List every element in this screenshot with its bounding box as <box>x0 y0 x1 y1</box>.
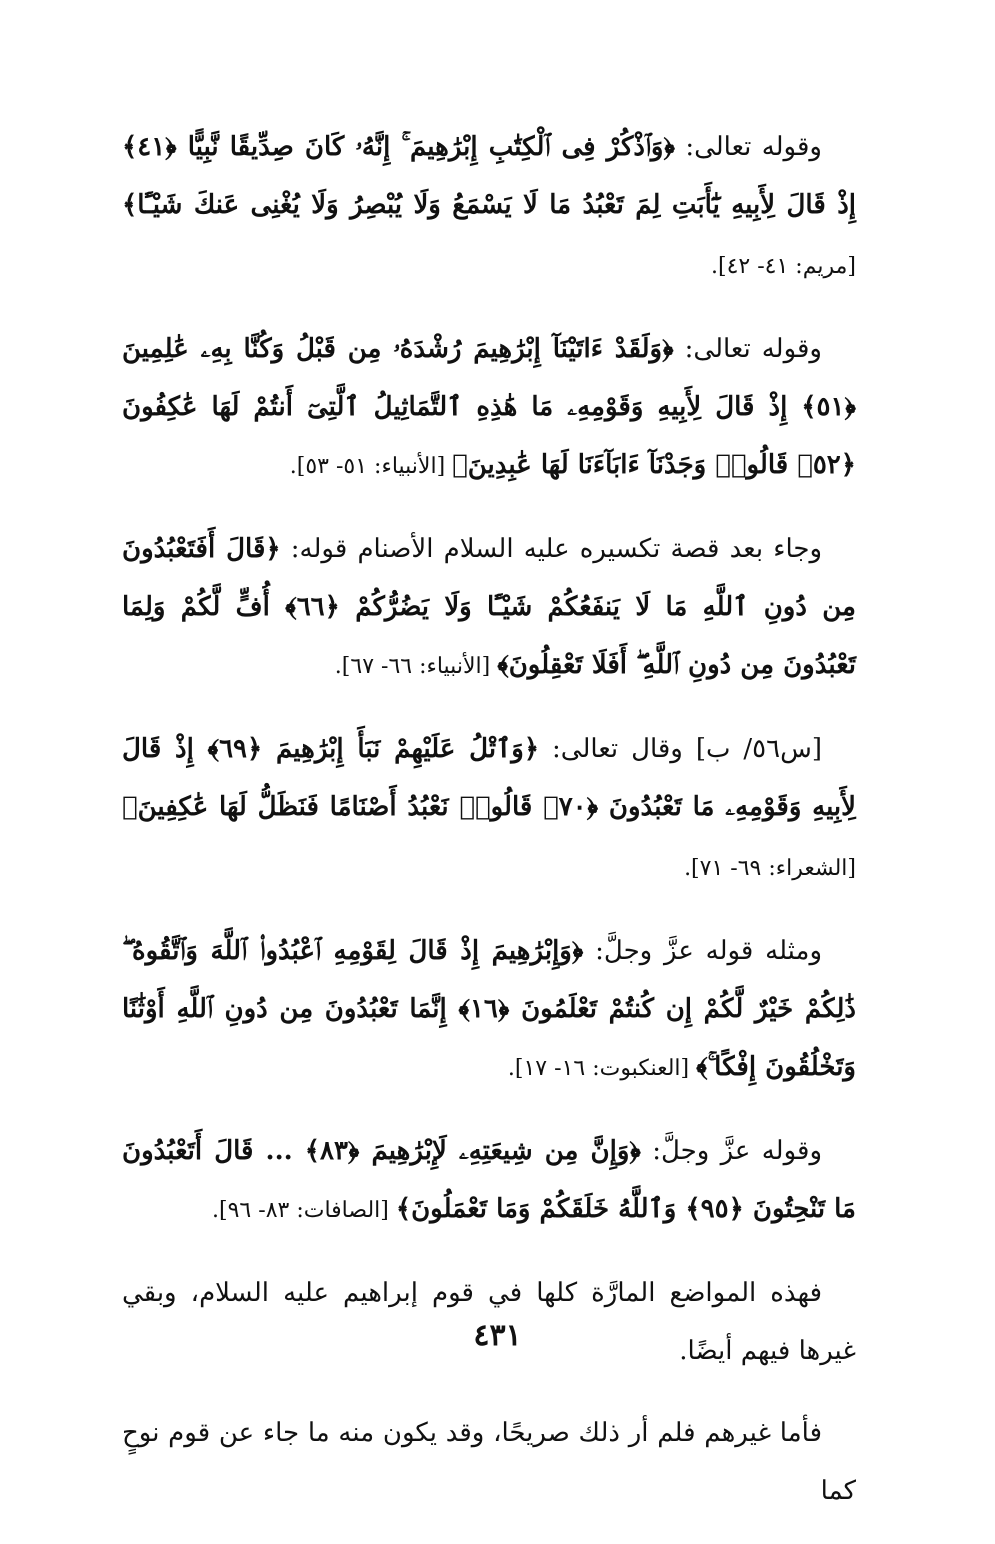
quran-reference: [الأنبياء: ٥١- ٥٣]. <box>289 454 453 479</box>
paragraph-text: فأما غيرهم فلم أر ذلك صريحًا، وقد يكون منه ما جاء عن قوم نوحٍ كما <box>122 1418 856 1506</box>
paragraph-text: فهذه المواضع المارَّة كلها في قوم إبراهيم عليه السلام، وبقي غيرها فيهم أيضًا. <box>122 1278 856 1366</box>
paragraph-8 <box>122 1404 856 1520</box>
page-number: ٤٣١ <box>473 1318 522 1353</box>
quran-reference: [الشعراء: ٦٩- ٧١]. <box>684 856 856 881</box>
paragraph-1 <box>122 118 856 296</box>
paragraph-intro: وجاء بعد قصة تكسيره عليه السلام الأصنام قوله: <box>280 534 823 564</box>
paragraph-intro: وقوله تعالى: <box>675 132 822 162</box>
quran-quote: ﴿وَلَقَدْ ءَاتَيْنَآ إِبْرَٰهِيمَ رُشْدَهُۥ مِن قَبْلُ وَكُنَّا بِهِۦ عَٰلِمِينَ ﴿٥١﴾ إِذْ قَالَ لِأَبِيهِ وَقَوْمِهِۦ مَا هَٰذِهِ ٱلتَّمَاثِيلُ ٱلَّتِىٓ أَنتُمْ لَهَا عَٰكِفُونَ ﴿٥٢﴾ قَالُوا۟ وَجَدْنَآ ءَابَآءَنَا لَهَا عَٰبِدِينَ﴾ <box>122 334 856 480</box>
paragraph-3 <box>122 520 856 696</box>
paragraph-intro: [س٥٦/ ب] وقال تعالى: <box>539 734 822 764</box>
paragraph-2 <box>122 320 856 496</box>
paragraph-5 <box>122 922 856 1098</box>
quran-quote: ﴿وَإِبْرَٰهِيمَ إِذْ قَالَ لِقَوْمِهِ ٱعْبُدُوا۟ ٱللَّهَ وَٱتَّقُوهُ ۖ ذَٰلِكُمْ خَيْرٌ لَّكُمْ إِن كُنتُمْ تَعْلَمُونَ ﴿١٦﴾ إِنَّمَا تَعْبُدُونَ مِن دُونِ ٱللَّهِ أَوْثَٰنًا وَتَخْلُقُونَ إِفْكًا ۚ﴾ <box>122 936 856 1082</box>
quran-reference: [العنكبوت: ١٦- ١٧]. <box>507 1056 697 1081</box>
paragraph-intro: وقوله عزَّ وجلَّ: <box>640 1136 822 1166</box>
quran-reference: [مريم: ٤١- ٤٢]. <box>711 254 856 279</box>
paragraph-intro: وقوله تعالى: <box>673 334 822 364</box>
paragraph-4 <box>122 720 856 898</box>
quran-quote: ﴿وَٱتْلُ عَلَيْهِمْ نَبَأَ إِبْرَٰهِيمَ ﴿٦٩﴾ إِذْ قَالَ لِأَبِيهِ وَقَوْمِهِۦ مَا تَعْبُدُونَ ﴿٧٠﴾ قَالُوا۟ نَعْبُدُ أَصْنَامًا فَنَظَلُّ لَهَا عَٰكِفِينَ﴾ <box>122 734 856 822</box>
paragraph-intro: ومثله قوله عزَّ وجلَّ: <box>583 936 823 966</box>
quran-quote: ﴿وَإِنَّ مِن شِيعَتِهِۦ لَإِبْرَٰهِيمَ ﴿٨٣﴾ ... قَالَ أَتَعْبُدُونَ مَا تَنْحِتُونَ ﴿٩٥﴾ وَٱللَّهُ خَلَقَكُمْ وَمَا تَعْمَلُونَ﴾ <box>122 1136 856 1224</box>
quran-quote: ﴿قَالَ أَفَتَعْبُدُونَ مِن دُونِ ٱللَّهِ مَا لَا يَنفَعُكُمْ شَيْـًٔا وَلَا يَضُرُّكُمْ ﴿٦٦﴾ أُفٍّ لَّكُمْ وَلِمَا تَعْبُدُونَ مِن دُونِ ٱللَّهِ ۖ أَفَلَا تَعْقِلُونَ﴾ <box>122 534 856 680</box>
quran-reference: [الأنبياء: ٦٦- ٦٧]. <box>334 654 498 679</box>
quran-quote: ﴿وَٱذْكُرْ فِى ٱلْكِتَٰبِ إِبْرَٰهِيمَ ۚ إِنَّهُۥ كَانَ صِدِّيقًا نَّبِيًّا ﴿٤١﴾ إِذْ قَالَ لِأَبِيهِ يَٰٓأَبَتِ لِمَ تَعْبُدُ مَا لَا يَسْمَعُ وَلَا يُبْصِرُ وَلَا يُغْنِى عَنكَ شَيْـًٔا﴾ <box>122 132 856 220</box>
paragraph-6 <box>122 1122 856 1240</box>
quran-reference: [الصافات: ٨٣- ٩٦]. <box>212 1198 396 1223</box>
